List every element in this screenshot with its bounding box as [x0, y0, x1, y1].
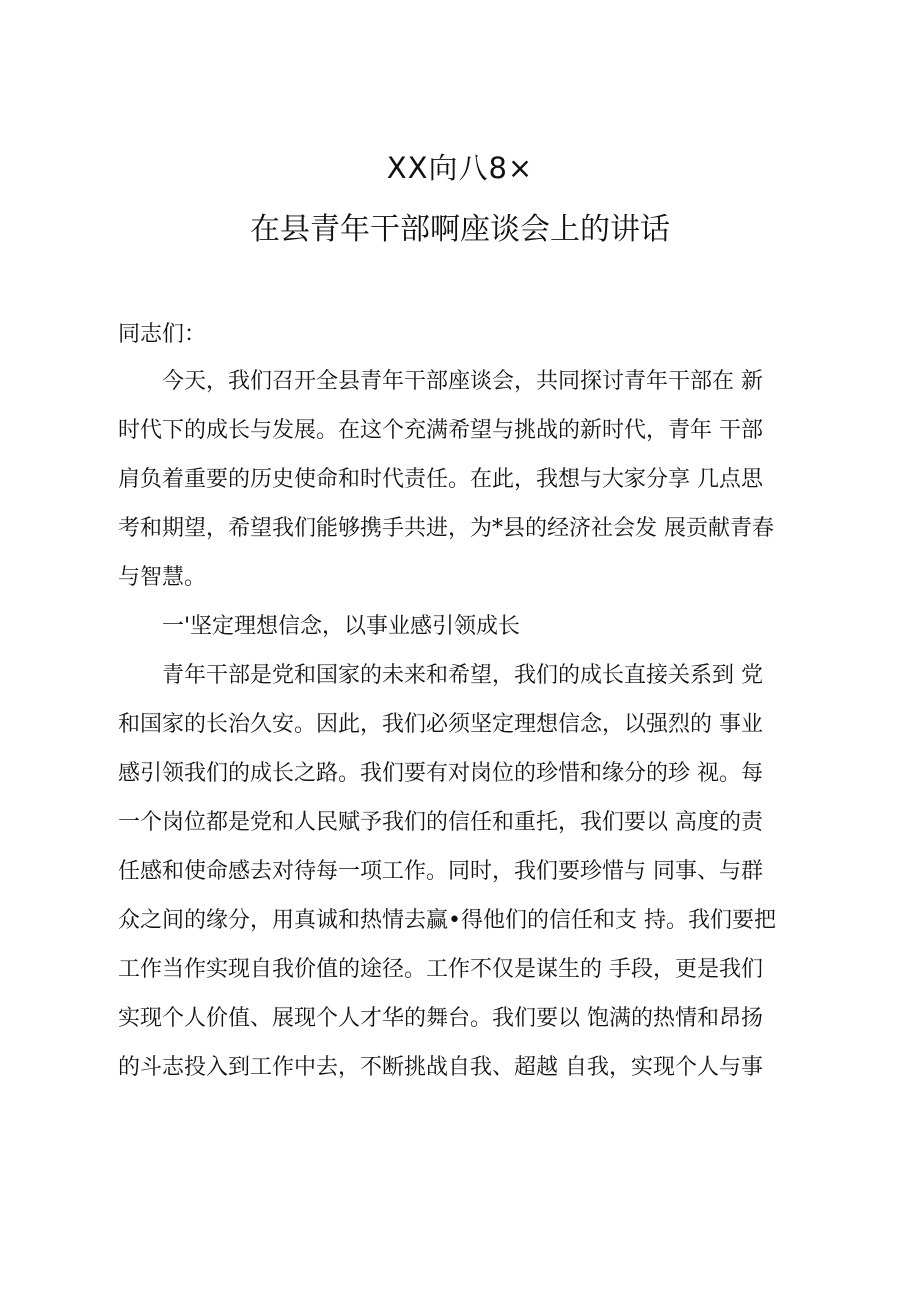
paragraph-line: 实现个人价值、展现个人才华的舞台。我们要以 饱满的热情和昂扬: [118, 1006, 763, 1031]
section-paragraph: [118, 651, 804, 1092]
salutation-block: [118, 310, 804, 359]
title-line-1: XX向八8×: [386, 151, 534, 185]
paragraph-line: 工作当作实现自我价值的途径。工作不仅是谋生的 手段，更是我们: [118, 957, 763, 982]
speech-title: 在县青年干部啊座谈会上的讲话: [250, 212, 670, 247]
paragraph-line: 肩负着重要的历史使命和时代责任。在此，我想与大家分享 几点思: [118, 467, 763, 492]
paragraph-line: 和国家的长治久安。因此，我们必须坚定理想信念，以强烈的 事业: [118, 712, 763, 737]
paragraph-line: 与智慧。: [118, 565, 207, 590]
salutation: 同志们：: [118, 322, 207, 347]
paragraph-line: 今天，我们召开全县青年干部座谈会，共同探讨青年干部在 新: [162, 369, 763, 394]
paragraph-line: 众之间的缘分，用真诚和热情去赢•得他们的信任和支 持。我们要把: [118, 908, 776, 933]
paragraph-line: 一个岗位都是党和人民赋予我们的信任和重托，我们要以 高度的责: [118, 810, 763, 835]
section-heading: 一'坚定理想信念，以事业感引领成长: [162, 614, 521, 639]
paragraph-line: 任感和使命感去对待每一项工作。同时，我们要珍惜与 同事、与群: [118, 859, 763, 884]
paragraph-line: 感引领我们的成长之路。我们要有对岗位的珍惜和缘分的珍 视。每: [118, 761, 763, 786]
paragraph-line: 的斗志投入到工作中去，不断挑战自我、超越 自我，实现个人与事: [118, 1055, 763, 1080]
paragraph-line: 考和期望，希望我们能够携手共进，为*县的经济社会发 展贡献青春: [118, 516, 774, 541]
section-heading-block: [118, 602, 804, 651]
intro-paragraph: [118, 357, 804, 602]
paragraph-line: 时代下的成长与发展。在这个充满希望与挑战的新时代，青年 干部: [118, 418, 763, 443]
paragraph-line: 青年干部是党和国家的未来和希望，我们的成长直接关系到 党: [162, 663, 763, 688]
